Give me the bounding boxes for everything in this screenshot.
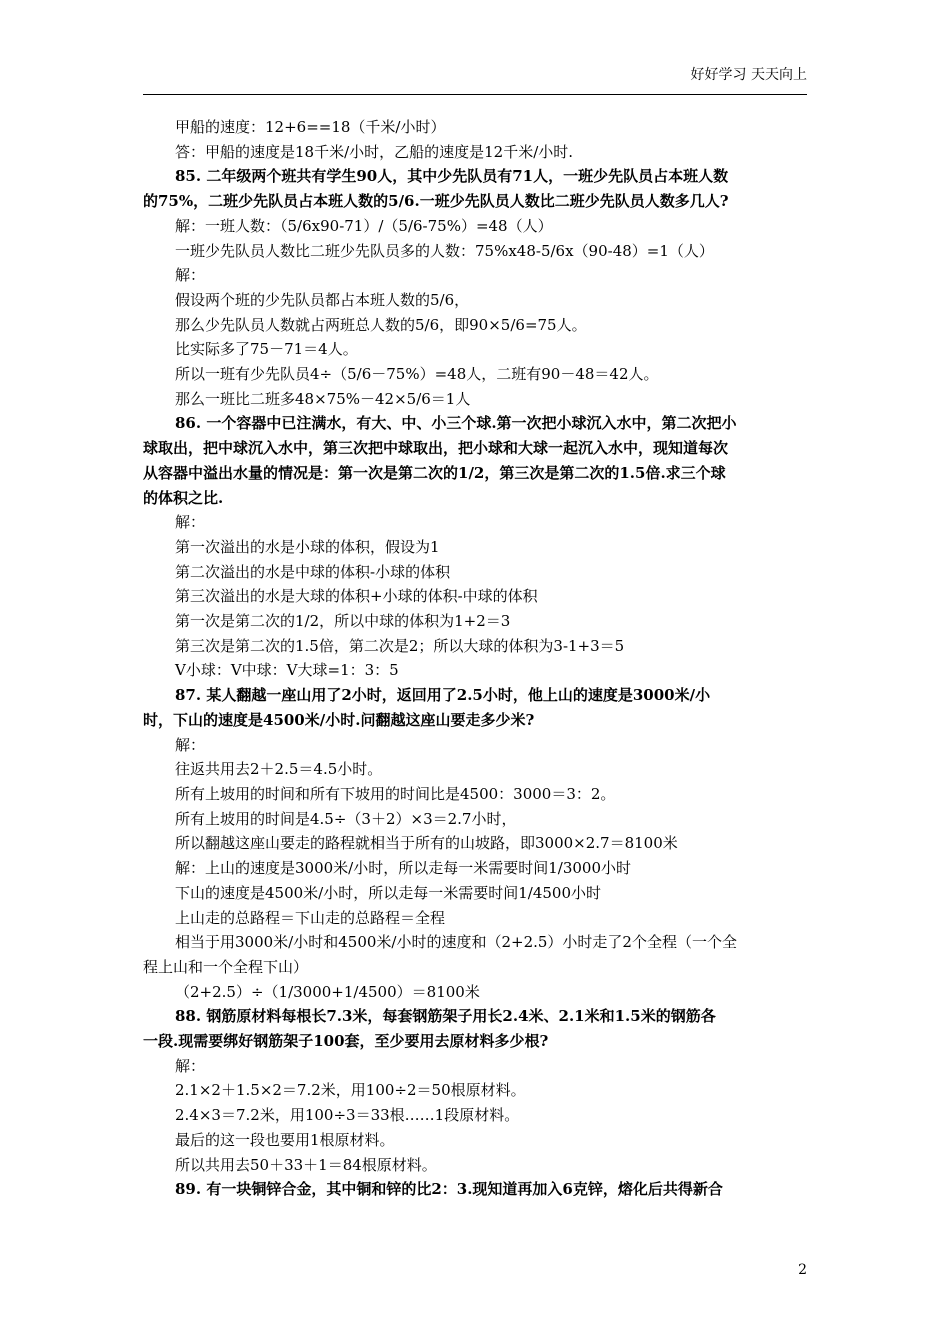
- question-line: 球取出，把中球沉入水中，第三次把中球取出，把小球和大球一起沉入水中，现知道每次: [143, 439, 729, 458]
- text-line: 第三次是第二次的1.5倍，第二次是2；所以大球的体积为3-1+3＝5: [175, 636, 625, 655]
- question-line: 88. 钢筋原材料每根长7.3米，每套钢筋架子用长2.4米、2.1米和1.5米的钢筋各: [175, 1007, 716, 1026]
- text-line: 解：: [175, 266, 206, 285]
- question-line: 89. 有一块铜锌合金，其中铜和锌的比2：3.现知道再加入6克锌，熔化后共得新合: [175, 1180, 723, 1199]
- text-line: 甲船的速度：12+6==18（千米/小时）: [175, 118, 446, 136]
- text-line: 所以翻越这座山要走的路程就相当于所有的山坡路，即3000×2.7＝8100米: [175, 834, 678, 853]
- text-line: 那么少先队员人数就占两班总人数的5/6，即90×5/6=75人。: [175, 315, 587, 334]
- text-line: 程上山和一个全程下山）: [143, 957, 309, 976]
- text-line: 上山走的总路程＝下山走的总路程＝全程: [175, 908, 446, 927]
- text-line: 比实际多了75－71＝4人。: [175, 340, 358, 359]
- page-header: 好好学习 天天向上: [690, 67, 807, 83]
- question-line: 85. 二年级两个班共有学生90人，其中少先队员有71人，一班少先队员占本班人数: [175, 167, 729, 186]
- question-line: 87. 某人翻越一座山用了2小时，返回用了2.5小时，他上山的速度是3000米/小: [175, 686, 711, 705]
- document-body: [143, 115, 809, 1202]
- page-number: 2: [798, 1262, 807, 1278]
- text-line: 假设两个班的少先队员都占本班人数的5/6，: [175, 290, 470, 309]
- text-line: （2+2.5）÷（1/3000+1/4500）＝8100米: [175, 982, 480, 1001]
- text-line: 第一次溢出的水是小球的体积，假设为1: [175, 537, 440, 556]
- text-line: 2.1×2＋1.5×2＝7.2米，用100÷2＝50根原材料。: [175, 1081, 526, 1100]
- text-line: 第三次溢出的水是大球的体积+小球的体积-中球的体积: [175, 587, 538, 606]
- question-line: 一段.现需要绑好钢筋架子100套，至少要用去原材料多少根?: [143, 1032, 549, 1051]
- question-line: 时，下山的速度是4500米/小时.问翻越这座山要走多少米?: [143, 710, 535, 729]
- text-line: 2.4×3＝7.2米，用100÷3＝33根……1段原材料。: [175, 1106, 520, 1125]
- text-line: 所以一班有少先队员4÷（5/6－75%）=48人，二班有90－48＝42人。: [175, 365, 659, 384]
- question-line: 从容器中溢出水量的情况是：第一次是第二次的1/2，第三次是第二次的1.5倍.求三个球: [143, 463, 726, 482]
- text-line: 第一次是第二次的1/2，所以中球的体积为1+2＝3: [175, 612, 511, 631]
- question-line: 的体积之比.: [143, 488, 224, 507]
- text-line: V小球：V中球：V大球=1：3：5: [175, 661, 399, 680]
- text-line: 最后的这一段也要用1根原材料。: [175, 1130, 395, 1149]
- text-line: 第二次溢出的水是中球的体积-小球的体积: [175, 562, 451, 581]
- text-line: 解：: [175, 735, 206, 754]
- text-line: 所有上坡用的时间和所有下坡用的时间比是4500：3000＝3：2。: [175, 784, 616, 803]
- text-line: 解：: [175, 1056, 206, 1075]
- text-line: 往返共用去2＋2.5＝4.5小时。: [175, 760, 383, 779]
- text-line: 答：甲船的速度是18千米/小时，乙船的速度是12千米/小时.: [175, 142, 574, 161]
- text-line: 所有上坡用的时间是4.5÷（3＋2）×3＝2.7小时，: [175, 809, 517, 828]
- text-line: 一班少先队员人数比二班少先队员多的人数：75%x48-5/6x（90-48）=1（人）: [175, 241, 714, 260]
- text-line: 那么一班比二班多48×75%－42×5/6＝1人: [175, 389, 471, 408]
- text-line: 所以共用去50＋33＋1＝84根原材料。: [175, 1155, 437, 1174]
- text-line: 相当于用3000米/小时和4500米/小时的速度和（2+2.5）小时走了2个全程（一个全: [175, 933, 737, 952]
- text-line: 解：上山的速度是3000米/小时，所以走每一米需要时间1/3000小时: [175, 859, 632, 878]
- text-line: 下山的速度是4500米/小时，所以走每一米需要时间1/4500小时: [175, 883, 602, 902]
- text-line: 解：: [175, 513, 206, 532]
- header-divider: [143, 94, 807, 95]
- text-line: 解：一班人数：（5/6x90-71）/（5/6-75%）=48（人）: [175, 216, 553, 235]
- question-line: 86. 一个容器中已注满水，有大、中、小三个球.第一次把小球沉入水中，第二次把小: [175, 414, 737, 433]
- question-line: 的75%，二班少先队员占本班人数的5/6.一班少先队员人数比二班少先队员人数多几人?: [143, 192, 729, 211]
